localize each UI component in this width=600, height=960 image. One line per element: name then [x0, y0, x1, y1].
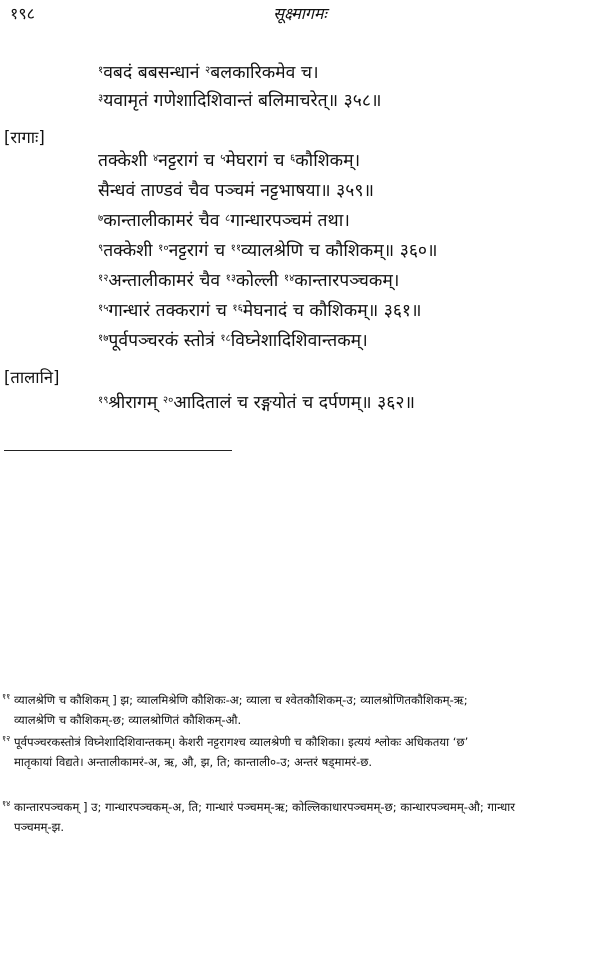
verse-line: $^{१७}$पूर्वपञ्चरकं स्तोत्रं $^{१८}$विघ्नेशादिशिवान्तकम्।	[98, 331, 368, 351]
footnote-marker: ४	[152, 153, 159, 164]
verse-line: $^१$वबदं बबसन्धानं $^२$बलकारिकमेव च।	[98, 63, 319, 83]
footnote-marker: ९	[98, 243, 104, 254]
verse-line: $^{१९}$श्रीरागम् $^{२०}$आदितालं च रङ्गयोतं च दर्पणम्॥ ३६२॥	[98, 393, 415, 413]
section-heading: [तालानि]	[4, 368, 60, 387]
footnote-marker: २०	[162, 395, 174, 406]
footnote-marker: १९	[98, 395, 109, 406]
footnote: १४ कान्तारपञ्चकम् ] उ; गान्धारपञ्चकम्-अ, ति; गान्धारं पञ्चमम्-ऋ; कोल्लिकाधारपञ्चमम्-छ; कान्धारपञ्चमम्-औ; गान्धार पञ्चमम्-झ.	[2, 800, 516, 834]
verse-line: $^{१५}$गान्धारं तक्करागं च $^{१६}$मेघनादं च कौशिकम्॥ ३६१॥	[98, 301, 422, 321]
page-header	[0, 0, 600, 22]
footnote-marker: १०	[158, 243, 169, 254]
verse-line: $^{१२}$अन्तालीकामरं चैव $^{१३}$कोल्ली $^{१४}$कान्तारपञ्चकम्।	[98, 271, 400, 291]
footnote-marker: १२	[98, 273, 109, 284]
footnote: ११ व्यालश्रेणि च कौशिकम् ] झ; व्यालमिश्रेणि कौशिकः-अ; व्याला च श्वेतकौशिकम्-उ; व्यालश्रोणितकौशिकम्-ऋ; व्यालश्रेणि च कौशिकम्-छ; व्यालश्रोणितं कौशिकम्-औ.	[2, 693, 468, 727]
footnote-marker: १८	[220, 333, 231, 344]
footnote-marker: २	[205, 65, 211, 76]
verse-line: $^७$कान्तालीकामरं चैव $^८$गान्धारपञ्चमं तथा।	[98, 211, 350, 231]
footnote-marker: १४	[283, 273, 295, 284]
footnote-marker: ११	[230, 243, 242, 254]
footnote-divider	[4, 450, 232, 451]
verse-line: सैन्धवं ताण्डवं चैव पञ्चमं नट्टभाषया॥ ३५९॥	[98, 181, 374, 201]
footnote-marker: १३	[225, 273, 237, 284]
footnote-marker: ६	[290, 153, 296, 164]
footnote: १२ पूर्वपञ्चरकस्तोत्रं विघ्नेशादिशिवान्तकम्। केशरी नट्टरागश्च व्यालश्रेणी च कौशिका। इत्ययं श्लोकः अधिकतया ‘छ’ मातृकायां विद्यते। अन्तालीकामरं-अ, ऋ, औ, झ, ति; कान्ताली०-उ; अन्तरं षड्मामरं-छ.	[2, 735, 469, 769]
footnote-marker: ३	[98, 93, 104, 104]
footnote-marker: १५	[98, 303, 109, 314]
footnote-marker: ८	[225, 213, 231, 224]
page-number: १९८	[10, 4, 35, 23]
running-title: सूक्ष्मागमः	[273, 4, 327, 23]
footnote-marker: ५	[220, 153, 226, 164]
verse-line: $^३$यवामृतं गणेशादिशिवान्तं बलिमाचरेत्॥ ३५८॥	[98, 91, 382, 111]
section-heading: [रागाः]	[4, 128, 45, 147]
footnote-marker: १	[98, 65, 104, 76]
footnote-marker: १७	[98, 333, 109, 344]
footnote-marker: ७	[98, 213, 104, 224]
footnote-marker: १६	[232, 303, 243, 314]
verse-line: $^९$तक्केशी $^{१०}$नट्टरागं च $^{११}$व्यालश्रेणि च कौशिकम्॥ ३६०॥	[98, 241, 438, 261]
verse-line: तक्केशी $^४$नट्टरागं च $^५$मेघरागं च $^६$कौशिकम्।	[98, 151, 361, 171]
